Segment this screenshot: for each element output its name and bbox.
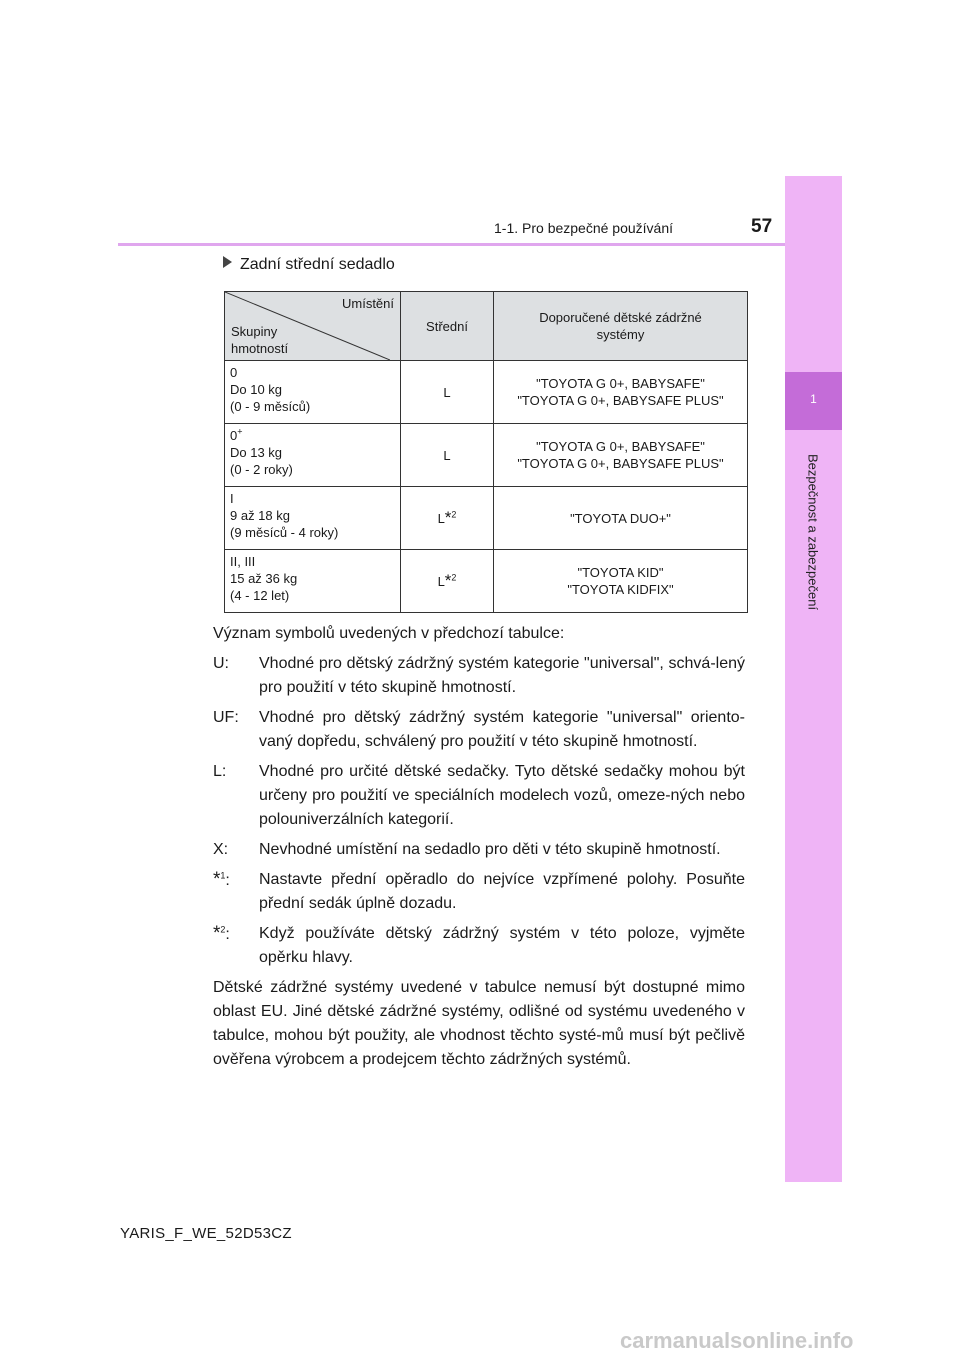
table-row xyxy=(225,550,748,613)
table-corner-header xyxy=(225,292,401,361)
group-cell: 0+ Do 13 kg (0 - 2 roky) xyxy=(225,424,401,487)
col-recommended-line2: systémy xyxy=(596,327,645,342)
chapter-number: 1 xyxy=(810,392,817,406)
watermark: carmanualsonline.info xyxy=(620,1328,854,1353)
page-number: 57 xyxy=(751,216,773,237)
header-rule xyxy=(118,243,785,246)
chapter-side-strip xyxy=(785,176,842,1182)
group-cell: 0 Do 10 kg (0 - 9 měsíců) xyxy=(225,361,401,424)
recommended-cell: "TOYOTA G 0+, BABYSAFE" "TOYOTA G 0+, BABYSAFE PLUS" xyxy=(494,361,748,424)
footnote-star-icon: * xyxy=(444,571,452,590)
group-cell: I 9 až 18 kg (9 měsíců - 4 roky) xyxy=(225,487,401,550)
legend-item: *$^2$: Když používáte dětský zádržný systém v této poloze, vyjměte opěrku hlavy. xyxy=(213,923,745,966)
closing-paragraph: Dětské zádržné systémy uvedené v tabulce nemusí být dostupné mimo oblast EU. Jiné dětské zádržné systémy, odlišné od systému uvedeného v tabulce, mohou být použity, ale vhodnost těchto systé-mů musí být pečlivě ověřena výrobcem a prodejcem těchto zádržných systémů. xyxy=(213,979,745,1068)
chapter-title: Bezpečnost a zabezpečení xyxy=(805,453,821,611)
table-row xyxy=(225,424,748,487)
footnote-star-icon: * xyxy=(213,869,221,890)
legend-item: UF: Vhodné pro dětský zádržný systém kategorie "universal" oriento-vaný dopředu, schválený pro použití v této skupině hmotností. xyxy=(213,709,745,750)
legend-item: X: Nevhodné umístění na sedadlo pro děti v této skupině hmotností. xyxy=(213,841,721,858)
table-row xyxy=(225,487,748,550)
body-text xyxy=(213,622,745,1078)
footnote-star-icon: * xyxy=(213,923,221,944)
legend-intro: Význam symbolů uvedených v předchozí tabulce: xyxy=(213,625,565,642)
group-cell: II, III 15 až 36 kg (4 - 12 let) xyxy=(225,550,401,613)
recommended-cell: "TOYOTA DUO+" xyxy=(494,487,748,550)
legend-item: L: Vhodné pro určité dětské sedačky. Tyto dětské sedačky mohou být určeny pro použití ve speciálních modelech vozů, omeze-ných nebo polouniverzálních kategorií. xyxy=(213,763,745,828)
subheading xyxy=(223,256,395,274)
footnote-star-icon: * xyxy=(444,508,452,527)
recommended-cell: "TOYOTA KID" "TOYOTA KIDFIX" xyxy=(494,550,748,613)
table-row xyxy=(225,361,748,424)
corner-position-label: Umístění xyxy=(341,296,394,311)
middle-cell: L*$^2$ xyxy=(401,550,494,613)
subheading-text: Zadní střední sedadlo xyxy=(240,256,395,273)
col-recommended-header xyxy=(494,292,748,361)
footer-code: YARIS_F_WE_52D53CZ xyxy=(120,1225,292,1242)
corner-group-line2: hmotností xyxy=(231,341,289,356)
header-section-title: 1-1. Pro bezpečné používání xyxy=(494,220,674,236)
col-recommended-line1: Doporučené dětské zádržné xyxy=(539,310,702,325)
recommended-cell: "TOYOTA G 0+, BABYSAFE" "TOYOTA G 0+, BABYSAFE PLUS" xyxy=(494,424,748,487)
child-seat-table xyxy=(224,291,748,613)
corner-group-label xyxy=(231,323,288,357)
legend-item: U: Vhodné pro dětský zádržný systém kategorie "universal", schvá-lený pro použití v této skupině hmotností. xyxy=(213,655,745,696)
middle-cell: L xyxy=(401,361,494,424)
middle-cell: L xyxy=(401,424,494,487)
col-middle-header: Střední xyxy=(401,292,494,361)
legend-item: *$^1$: Nastavte přední opěradlo do nejvíce vzpřímené polohy. Posuňte přední sedák úplně dozadu. xyxy=(213,869,745,912)
corner-group-line1: Skupiny xyxy=(231,324,278,339)
triangle-bullet-icon xyxy=(223,256,232,268)
middle-cell: L*$^2$ xyxy=(401,487,494,550)
